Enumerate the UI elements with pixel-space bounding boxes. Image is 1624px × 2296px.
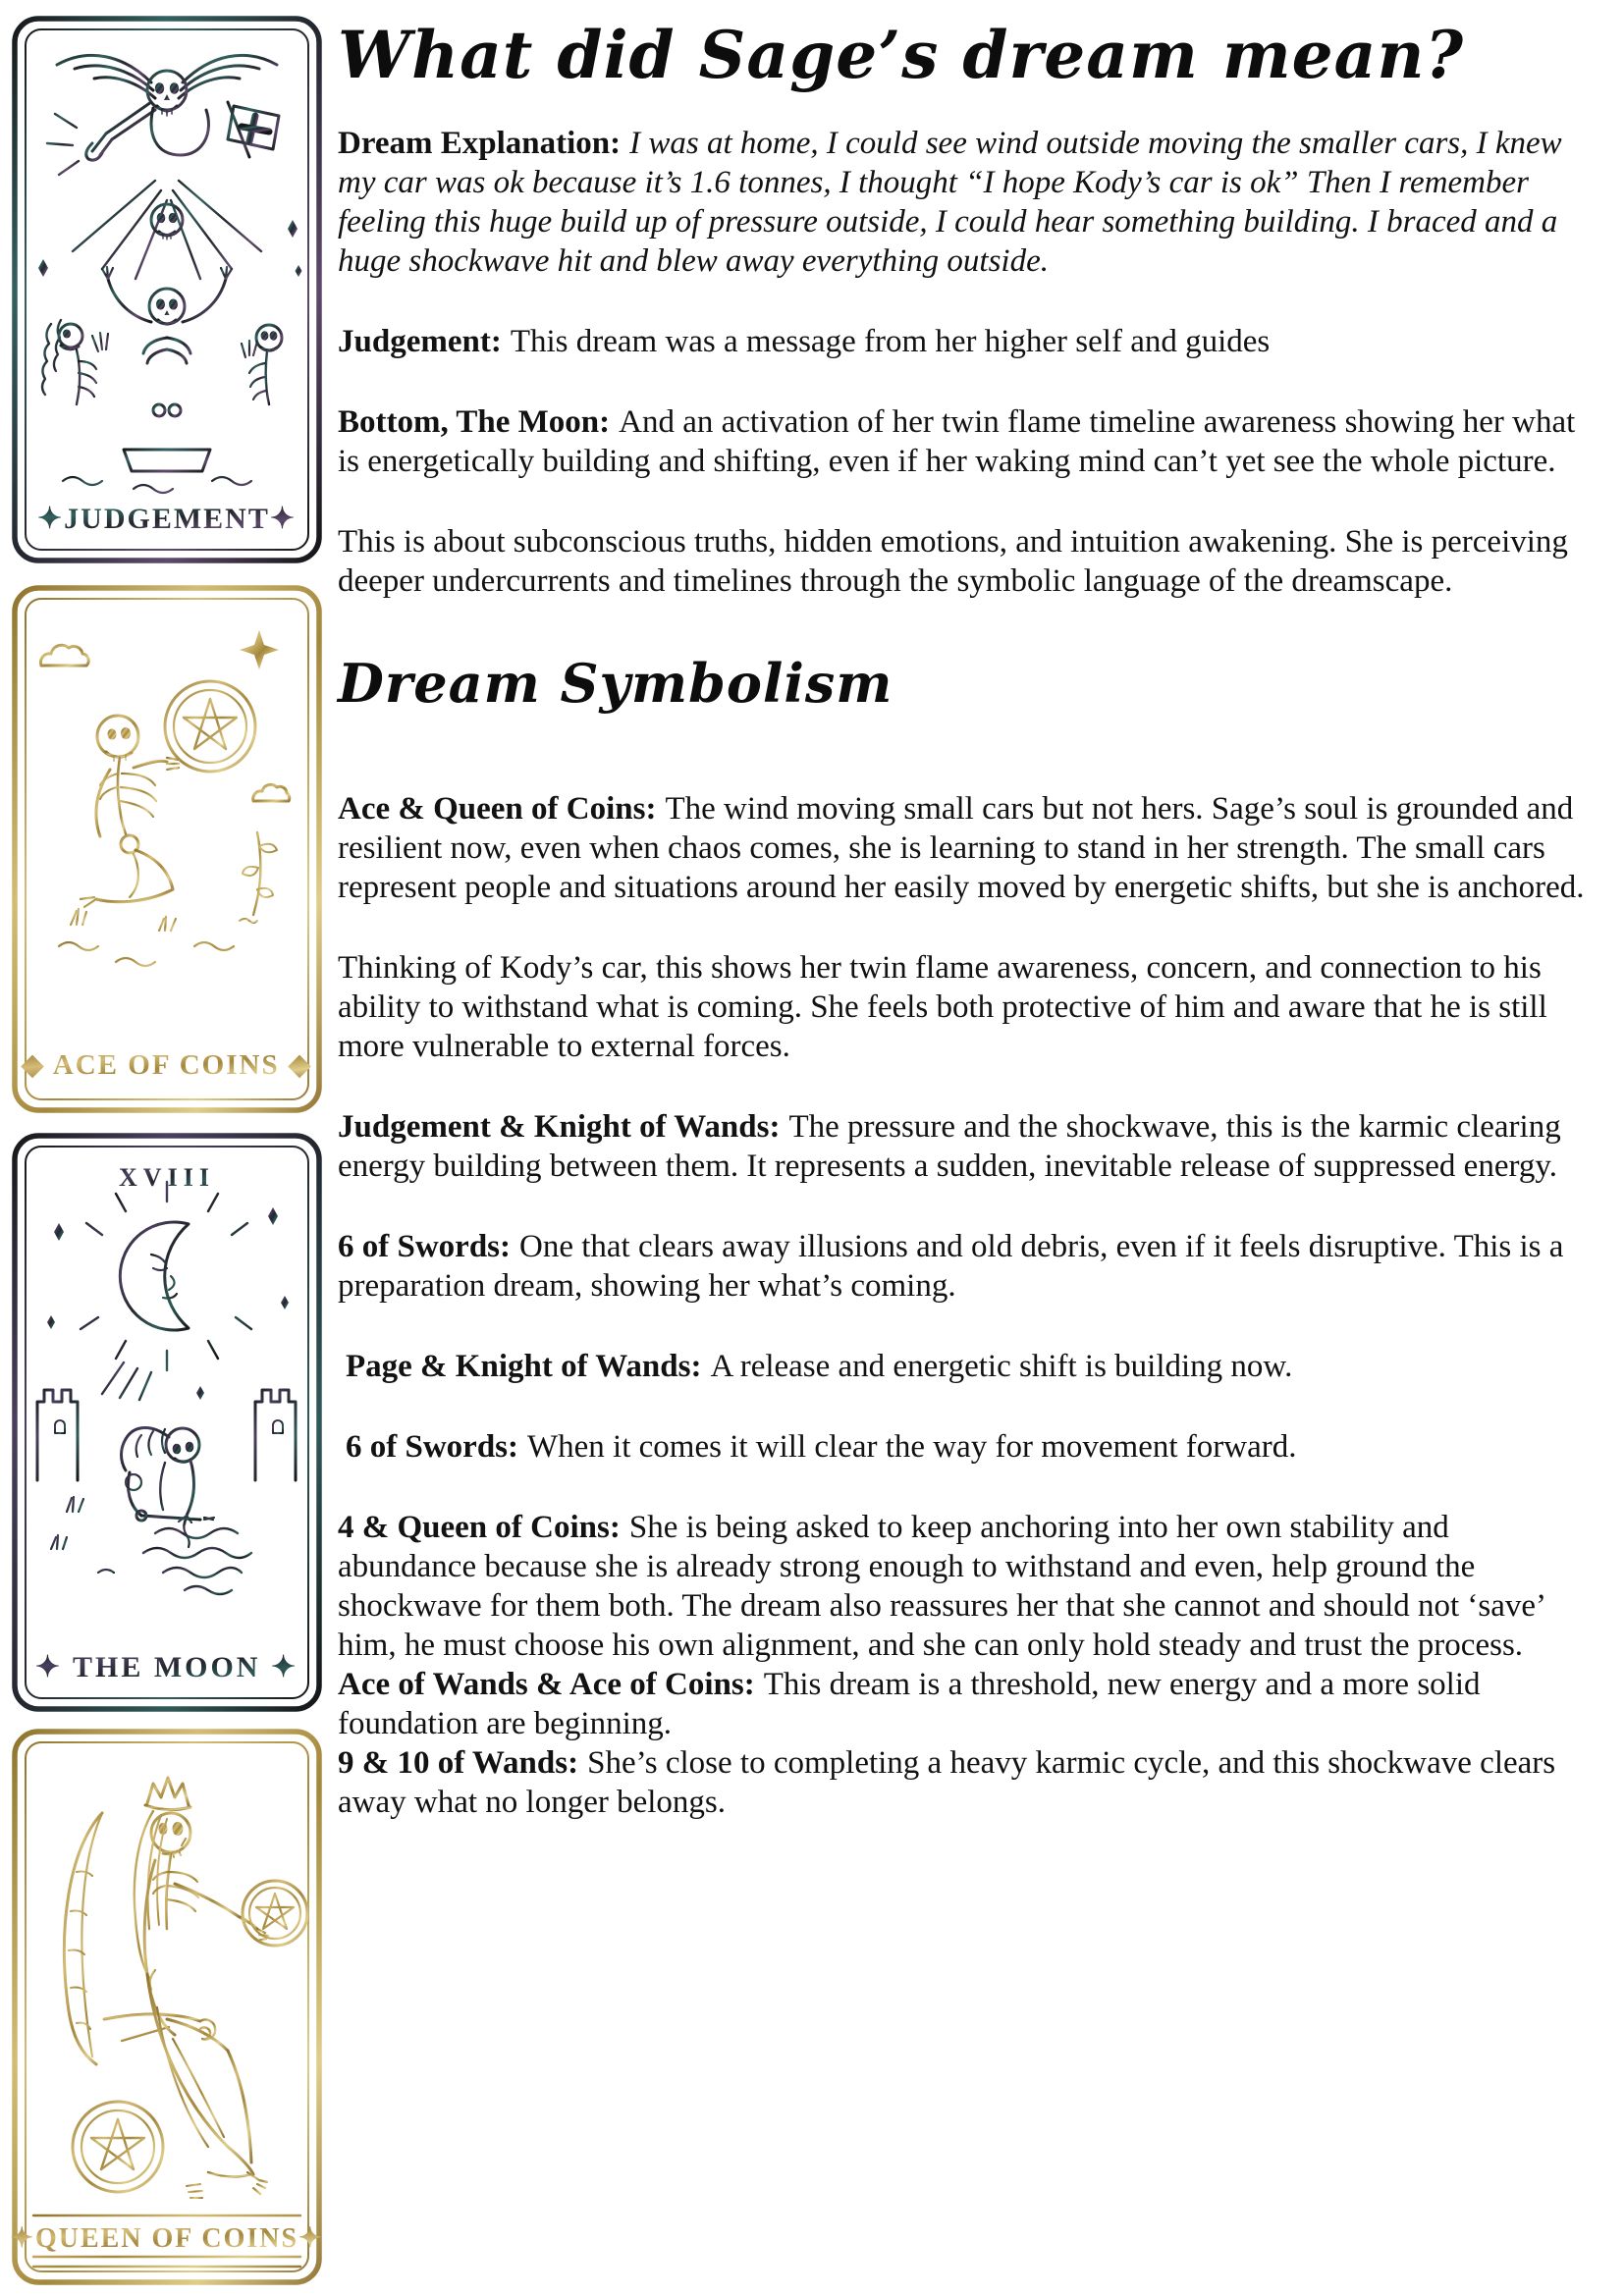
paragraph-nine-ten-wands	[338, 1743, 1585, 1822]
paragraph-text: She is being asked to keep anchoring into her own stability and abundance because she is already strong enough to withstand and even, help ground the shockwave for them both. The dream also reassures her that she cannot and should not ‘save’ him, he must choose his own alignment, and she can only hold steady and trust the process.	[338, 1510, 1544, 1663]
paragraph-judgement-knight-wands	[338, 1107, 1585, 1186]
paragraph-text: One that clears away illusions and old debris, even if it feels disruptive. This is a preparation dream, showing her what’s coming.	[338, 1229, 1564, 1304]
paragraph-four-queen-coins	[338, 1508, 1585, 1665]
ace-of-coins-card-title: ◆ ACE OF COINS ◆	[21, 1049, 313, 1081]
paragraph-text: Thinking of Kody’s car, this shows her twin flame awareness, concern, and connection to his ability to withstand what is coming. She feels both protective of him and aware that he is still more vulnerable to external forces.	[338, 950, 1547, 1064]
judgement-card-title: ✦JUDGEMENT✦	[37, 503, 297, 535]
paragraph-subconscious	[338, 522, 1585, 601]
paragraph-text: And an activation of her twin flame timeline awareness showing her what is energetically building and shifting, even if her waking mind can’t yet see the whole picture.	[338, 404, 1576, 479]
paragraph-label: Dream Explanation:	[338, 126, 622, 161]
paragraph-label: Ace of Wands & Ace of Coins:	[338, 1667, 755, 1702]
paragraph-judgement	[338, 322, 1585, 361]
paragraph-label: Bottom, The Moon:	[338, 404, 611, 440]
paragraph-page-knight-wands	[338, 1347, 1585, 1386]
paragraph-label: Page & Knight of Wands:	[346, 1349, 702, 1384]
symbolism-heading: Dream Symbolism	[338, 652, 893, 715]
the-moon-card-art	[8, 1129, 326, 1716]
paragraph-text: When it comes it will clear the way for movement forward.	[527, 1429, 1297, 1465]
paragraph-dream-explanation	[338, 124, 1585, 281]
paragraph-text: This dream was a message from her higher self and guides	[510, 324, 1271, 359]
paragraph-label: Judgement:	[338, 324, 502, 359]
tarot-card-the-moon	[8, 1129, 326, 1716]
paragraph-six-of-swords-1	[338, 1227, 1585, 1306]
paragraph-text: This dream is a threshold, new energy and a more solid foundation are beginning.	[338, 1667, 1481, 1741]
paragraph-label: Judgement & Knight of Wands:	[338, 1109, 781, 1145]
queen-of-coins-card-art	[8, 1725, 326, 2289]
the-moon-card-numeral: XVIII	[119, 1163, 215, 1192]
paragraph-text: The wind moving small cars but not hers. Sage’s soul is grounded and resilient now, even when chaos comes, she is learning to stand in her strength. The small cars represent people and situations around her easily moved by energetic shifts, but she is anchored.	[338, 791, 1585, 905]
paragraph-six-of-swords-2	[338, 1427, 1585, 1467]
paragraph-ace-wands-ace-coins	[338, 1665, 1585, 1743]
paragraph-label: 6 of Swords:	[338, 1229, 512, 1264]
paragraph-text: A release and energetic shift is building now.	[710, 1349, 1293, 1384]
page-title: What did Sage’s dream mean?	[338, 17, 1465, 93]
tarot-card-judgement	[8, 12, 326, 567]
paragraph-label: 6 of Swords:	[346, 1429, 519, 1465]
judgement-card-art	[8, 12, 326, 567]
tarot-card-queen-of-coins	[8, 1725, 326, 2289]
reading-text-column	[338, 10, 1585, 1822]
paragraph-kody-car	[338, 948, 1585, 1066]
paragraph-label: 4 & Queen of Coins:	[338, 1510, 621, 1545]
paragraph-text: I was at home, I could see wind outside moving the smaller cars, I knew my car was ok because it’s 1.6 tonnes, I thought “I hope Kody’s car is ok” Then I remember feeling this huge build up of pressure outside, I could hear something building. I braced and a huge shockwave hit and blew away everything outside.	[338, 126, 1562, 279]
ace-of-coins-card-art	[8, 581, 326, 1117]
paragraph-bottom-the-moon	[338, 402, 1585, 481]
paragraph-label: Ace & Queen of Coins:	[338, 791, 657, 827]
tarot-card-ace-of-coins	[8, 581, 326, 1117]
paragraph-text: This is about subconscious truths, hidden emotions, and intuition awakening. She is perceiving deeper undercurrents and timelines through the symbolic language of the dreamscape.	[338, 524, 1568, 599]
paragraph-text: She’s close to completing a heavy karmic cycle, and this shockwave clears away what no longer belongs.	[338, 1745, 1556, 1820]
paragraph-text: The pressure and the shockwave, this is the karmic clearing energy building between them. It represents a sudden, inevitable release of suppressed energy.	[338, 1109, 1561, 1184]
paragraph-label: 9 & 10 of Wands:	[338, 1745, 579, 1781]
the-moon-card-title: ✦ THE MOON ✦	[34, 1651, 299, 1683]
queen-of-coins-card-title: ✦QUEEN OF COINS✦	[10, 2223, 324, 2254]
paragraph-ace-queen-coins	[338, 789, 1585, 907]
